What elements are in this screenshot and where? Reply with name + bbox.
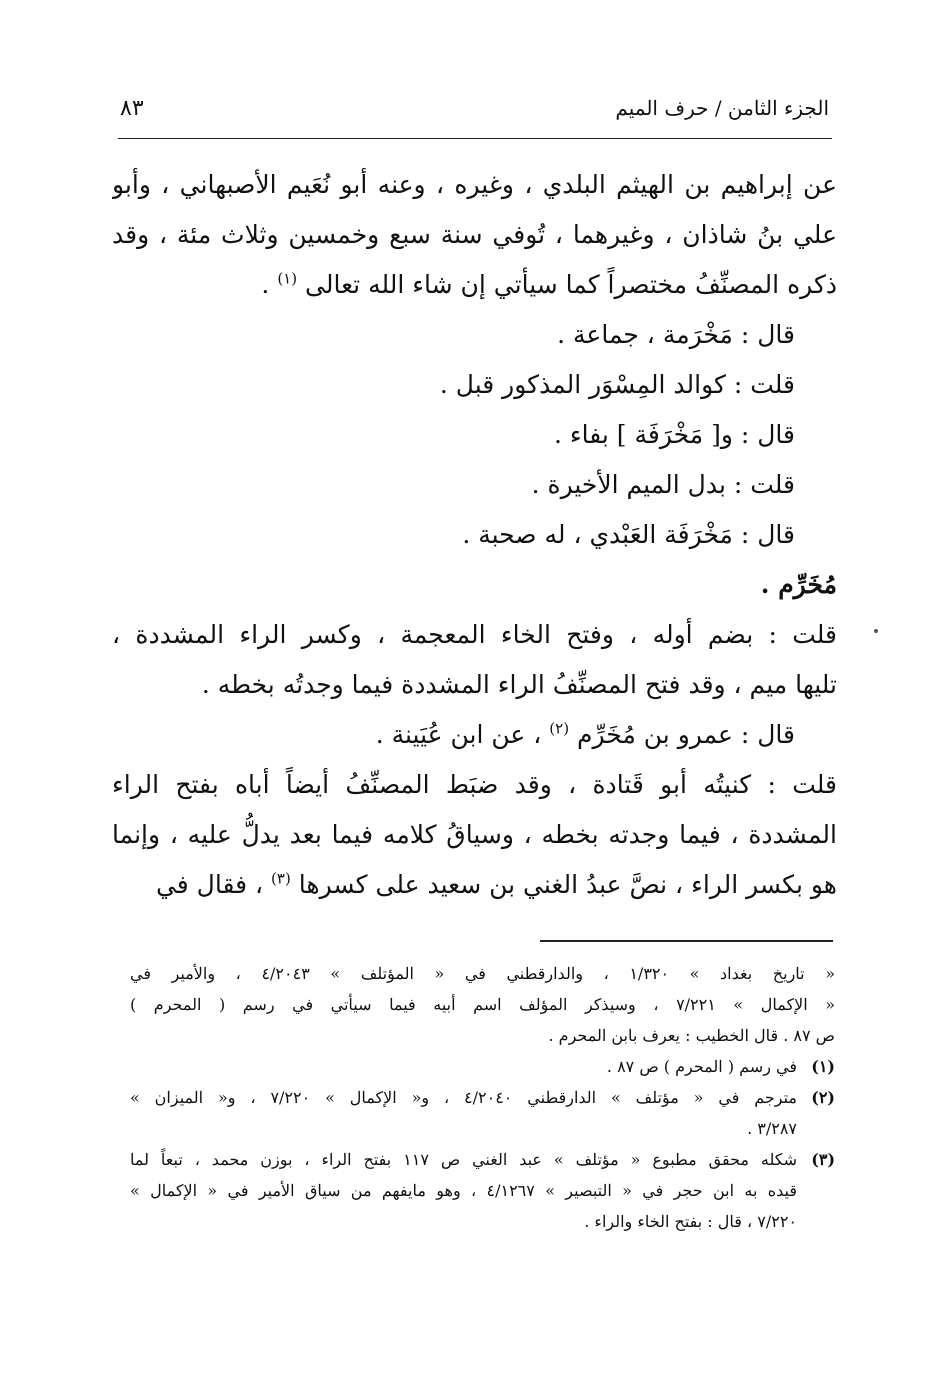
footnote-number: (٣) [811,1150,835,1169]
footnote-number: (١) [811,1057,835,1076]
body-line: قال : و[ مَخْرَفَة ] بفاء . [553,420,795,449]
footnote-text: في رسم ( المحرم ) ص ٨٧ . [606,1057,797,1076]
footnote-2 [130,1082,835,1113]
running-title: الجزء الثامن / حرف الميم [615,96,829,120]
body-line [112,860,837,910]
footnote-text: ٧/٢٢٠ ، قال : بفتح الخاء والراء . [584,1212,797,1231]
footnote-3 [130,1144,835,1175]
body-line: قال : مَخْرَفَة العَبْدي ، له صحبة . [462,520,795,549]
footnote-text: مترجم في « مؤتلف » الدارقطني ٤/٢٠٤٠ ، و« الإكمال » ٧/٢٢٠ ، و« الميزان » [130,1088,797,1107]
footnote-text: قيده به ابن حجر في « التبصير » ٤/١٢٦٧ ، وهو مايفهم من سياق الأمير في « الإكمال » [130,1181,797,1200]
body-line: عن إبراهيم بن الهيثم البلدي ، وغيره ، وعنه أبو نُعَيم الأصبهاني ، وأبو [112,170,837,199]
footnote-continuation-line: ص ٨٧ . قال الخطيب : يعرف بابن المحرم . [548,1026,835,1045]
footnote-1 [130,1051,835,1082]
body-line: المشددة ، فيما وجدته بخطه ، وسياقُ كلامه فيما بعد يدلُّ عليه ، وإنما [112,820,837,849]
entry-headword: مُخَرِّم . [760,570,837,599]
footnote-text: ٣/٢٨٧ . [747,1119,797,1138]
body-line: قلت : بدل الميم الأخيرة . [531,470,795,499]
body-line-text: هو بكسر الراء ، نصَّ عبدُ الغني بن سعيد على كسرها [298,870,837,899]
body-line-text: ، عن ابن عُيَينة . [375,720,542,749]
body-line: علي بنُ شاذان ، وغيرهما ، تُوفي سنة سبع وخمسين وثلاث مئة ، وقد [112,220,837,249]
footnote-continuation-line: « تاريخ بغداد » ١/٣٢٠ ، والدارقطني في « المؤتلف » ٤/٢٠٤٣ ، والأمير في [130,964,835,983]
body-line-text: ، فقال في [155,870,264,899]
page-number: ٨٣ [120,96,144,121]
print-speck [874,629,878,633]
header-rule [118,138,832,139]
footnote-number: (٢) [811,1088,835,1107]
body-line: تليها ميم ، وقد فتح المصنِّفُ الراء المشددة فيما وجدتُه بخطه . [201,670,837,699]
body-line: قال : مَخْرَمة ، جماعة . [557,320,795,349]
body-line-text: ذكره المصنِّفُ مختصراً كما سيأتي إن شاء الله تعالى [305,270,837,299]
footnote-ref-3[interactable]: (٣) [271,869,291,888]
body-line: قلت : بضم أوله ، وفتح الخاء المعجمة ، وكسر الراء المشددة ، [112,620,837,649]
footnote-ref-2[interactable]: (٢) [549,719,570,738]
body-line [112,710,837,760]
footnote-ref-1[interactable]: (١) [277,269,298,288]
running-head [120,96,829,130]
main-text [112,160,837,910]
footnote-continuation-line: « الإكمال » ٧/٢٢١ ، وسيذكر المؤلف اسم أبيه فيما سيأتي في رسم ( المحرم ) [130,995,835,1014]
sentence-end: . [261,270,270,299]
body-line: قلت : كنيتُه أبو قَتادة ، وقد ضبَط المصنِّفُ أيضاً أباه بفتح الراء [112,770,837,799]
footnotes [130,958,835,1237]
body-line-text: قال : عمرو بن مُخَرِّم [577,720,795,749]
footnote-text: شكله محقق مطبوع « مؤتلف » عبد الغني ص ١١٧ بفتح الراء ، بوزن محمد ، تبعاً لما [130,1150,798,1169]
body-line: قلت : كوالد المِسْوَر المذكور قبل . [439,370,795,399]
body-line [112,260,837,310]
footnote-rule [540,940,833,942]
